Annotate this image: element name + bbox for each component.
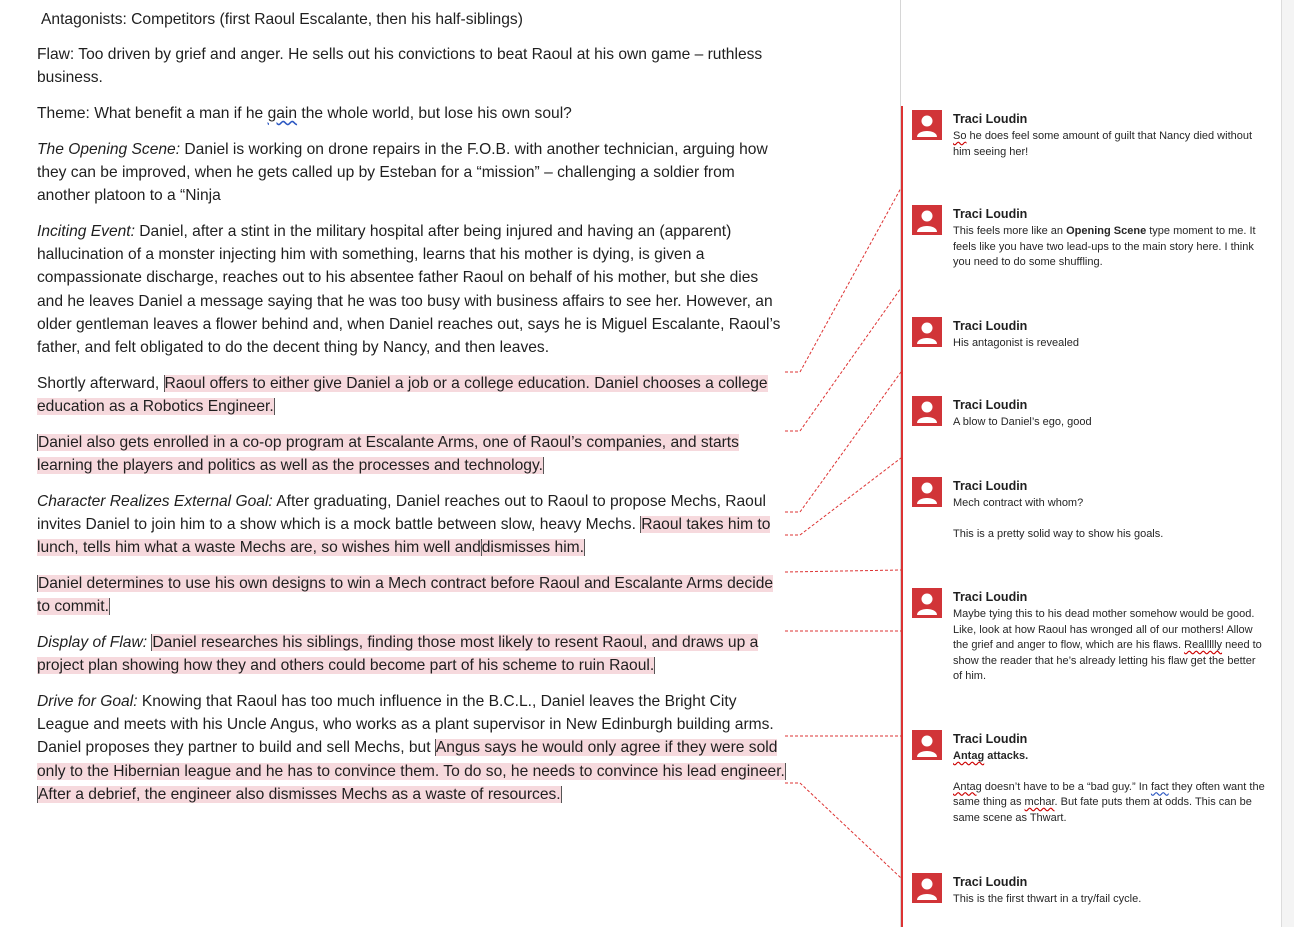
comment-line: Mech contract with whom? [953,497,1084,509]
spelling-flag[interactable]: Antag [953,750,985,762]
comment-author: Traci Loudin [953,319,1028,333]
comment-line [953,780,1265,827]
person-avatar-icon [912,317,942,347]
opening-scene-label: The Opening Scene: [37,141,181,158]
flaw-text: Flaw: Too driven by grief and anger. He sells out his convictions to beat Raoul at his own game – ruthless business. [37,46,763,87]
person-avatar-icon [912,588,942,618]
comment-heading [953,749,1265,765]
comment-text-rest: he does feel some amount of guilt that Nancy died without him seeing her! [953,130,1253,158]
opening-scene-paragraph[interactable] [37,138,787,208]
opening-scene-text: Daniel is working on drone repairs in the F.O.B. with another technician, arguing how they can be improved, when he gets called up by Esteban for a “mission” – challenging a soldier from another platoon to a “Ninja [37,141,768,205]
commented-text-highlight[interactable]: Daniel also gets enrolled in a co-op program at Escalante Arms, one of Raoul’s companies, and starts learning the players and politics as well as the processes and technology. [37,434,739,475]
external-goal-label: Character Realizes External Goal: [37,493,273,510]
commented-text-highlight[interactable]: After a debrief, the engineer also dismisses Mechs as a waste of resources. [38,785,561,803]
comment-author: Traci Loudin [953,112,1028,126]
external-goal-text: After graduating, Daniel reaches out to Raoul to propose Mechs, Raoul invites Daniel to join him to a show which is a mock battle between slow, heavy Mechs. [37,493,766,534]
comment-text-b: they often want the same thing as [953,780,1265,808]
comment-author: Traci Loudin [953,875,1028,889]
person-avatar-icon [912,730,942,760]
theme-text-b: the whole world, but lose his own soul? [297,105,572,122]
coop-paragraph[interactable] [37,431,787,477]
comment-text-b: type moment to me. It feels like you have two lead-ups to the main story here. I think you need to do some shuffling. [953,225,1256,268]
shortly-afterward-paragraph[interactable] [37,372,787,418]
vertical-scrollbar[interactable] [1281,0,1294,927]
inciting-event-label: Inciting Event: [37,223,135,240]
theme-paragraph[interactable] [37,102,787,125]
comment-text-a: Maybe tying this to his dead mother somehow would be good. Like, look at how Raoul has wronged all of our mothers! Allow the grief and anger to flow, which are his flaws. [953,608,1255,651]
antagonists-paragraph[interactable] [41,8,791,31]
drive-for-goal-label: Drive for Goal: [37,693,138,710]
antagonists-text: Antagonists: Competitors (first Raoul Escalante, then his half-siblings) [41,11,523,28]
comment-text: This is the first thwart in a try/fail cycle. [953,893,1142,905]
comment-heading-rest: attacks. [984,750,1029,762]
spelling-flag[interactable]: So [953,130,967,142]
comment-text: His antagonist is revealed [953,337,1079,349]
comment-author: Traci Loudin [953,207,1028,221]
inciting-event-paragraph[interactable] [37,220,787,359]
person-avatar-icon [912,110,942,140]
commented-text-highlight[interactable]: Daniel determines to use his own designs to win a Mech contract before Raoul and Escalante Arms decide to commit. [37,575,774,616]
comment-text [953,129,1265,160]
comment-text [953,749,1265,826]
comment-text-c: . But fate puts them at odds. This can be same scene as Thwart. [953,796,1252,824]
comment-text [953,224,1265,271]
spelling-flag[interactable]: Reallllly [1184,639,1223,651]
commented-text-highlight[interactable]: Raoul offers to either give Daniel a job or a college education. Daniel chooses a college education as a Robotics Engineer. [37,375,768,416]
comment-text: A blow to Daniel’s ego, good [953,416,1092,428]
display-of-flaw-paragraph[interactable] [37,631,787,677]
spelling-flag[interactable]: mchar [1024,796,1055,808]
comment-author: Traci Loudin [953,732,1028,746]
spelling-flag[interactable]: Antag [953,780,982,793]
grammar-flag[interactable]: gain [267,105,298,122]
comment-text [953,607,1265,685]
person-avatar-icon [912,396,942,426]
flaw-paragraph[interactable] [37,43,787,89]
grammar-flag[interactable]: fact [1150,780,1169,793]
comment-text-a: doesn’t have to be a “bad guy.” In [981,780,1151,793]
display-of-flaw-label: Display of Flaw: [37,634,148,651]
commented-text-highlight[interactable]: Raoul takes him to lunch, tells him what a waste Mechs are, so wishes him well and [37,516,771,557]
person-avatar-icon [912,477,942,507]
shortly-afterward-lead: Shortly afterward, [37,375,164,392]
comment-author: Traci Loudin [953,479,1028,493]
inciting-event-text: Daniel, after a stint in the military hospital after being injured and having an (apparent) hallucination of a monster injecting him with something, learns that his mother is dying, is given a compassionate discharge, reaches out to his absentee father Raoul on behalf of his mother, but she dies and he leaves Daniel a message saying that he was too busy with business affairs to see her. However, an older gentleman leaves a flower behind and, when Daniel reaches out, says he is Miguel Escalante, Raoul’s father, and felt obligated to do the decent thing by Nancy, and then leaves. [37,223,781,357]
person-avatar-icon [912,873,942,903]
comment-author: Traci Loudin [953,590,1028,604]
drive-for-goal-text: Knowing that Raoul has too much influence in the B.C.L., Daniel leaves the Bright City League and meets with his Uncle Angus, who works as a plant supervisor in New Edinburgh building arms. Daniel proposes they partner to build and sell Mechs, but [37,693,774,757]
commented-text-highlight[interactable]: Angus says he would only agree if they were sold only to the Hibernian league and he has to convince them. To do so, he needs to convince his lead engineer. [37,739,785,780]
comment-author: Traci Loudin [953,398,1028,412]
theme-text-a: Theme: What benefit a man if he [37,105,268,122]
commented-text-highlight[interactable]: dismisses him. [481,539,584,557]
person-avatar-icon [912,205,942,235]
comment-text [953,496,1265,542]
external-goal-paragraph[interactable] [37,490,787,560]
mech-contract-paragraph[interactable] [37,572,787,618]
comment-line: This is a pretty solid way to show his goals. [953,527,1164,540]
comment-text-a: This feels more like an [953,225,1067,237]
comment-margin-line [901,106,903,927]
comment-text-b: need to show the reader that he’s already letting his flaw get the better of him. [953,639,1262,682]
commented-text-highlight[interactable]: Daniel researches his siblings, finding those most likely to resent Raoul, and draws up a project plan showing how they and others could become part of his scheme to ruin Raoul. [37,634,759,675]
comment-text-bold: Opening Scene [1066,225,1147,237]
drive-for-goal-paragraph[interactable] [37,690,787,806]
